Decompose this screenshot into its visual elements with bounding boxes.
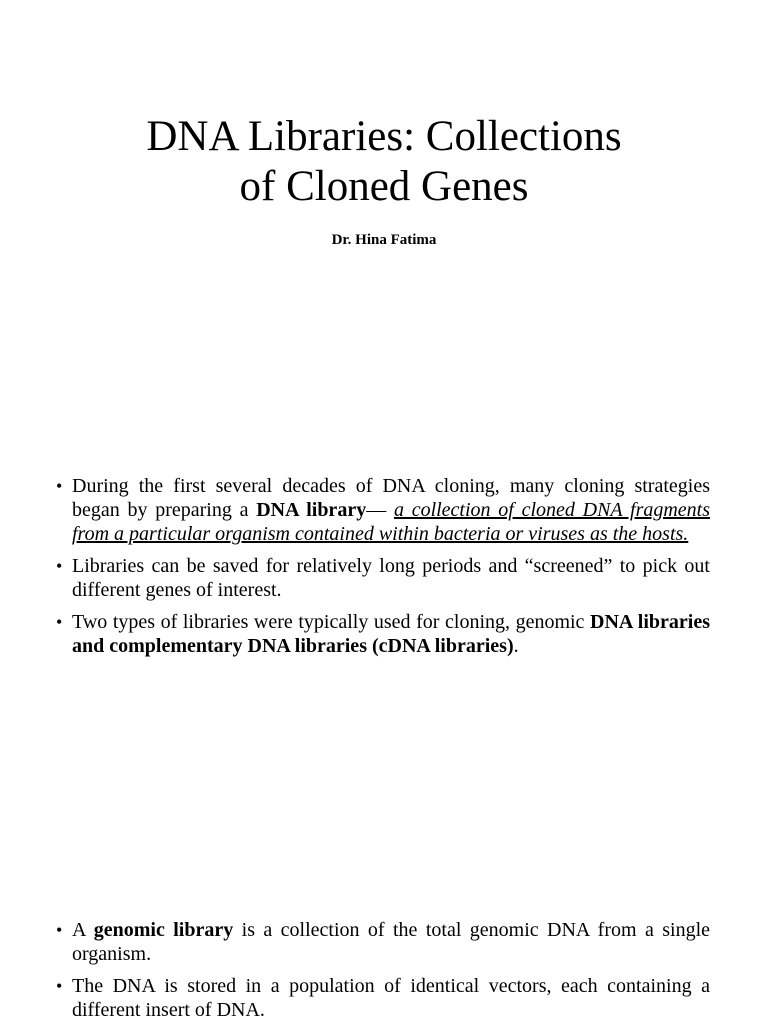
bullet-icon: • xyxy=(56,556,63,576)
bullet-text-end: is a collection of the total genomic DNA from a single organism. xyxy=(72,919,711,965)
title-slide xyxy=(0,0,768,445)
bullet-icon: • xyxy=(56,920,63,940)
author-name: Dr. Hina Fatima xyxy=(331,232,437,248)
bullet-item-screening xyxy=(56,554,710,602)
bullet-icon: • xyxy=(56,612,63,632)
em-dash: — xyxy=(366,499,394,521)
bullet-text-end: . xyxy=(513,635,519,657)
bullet-list xyxy=(56,918,710,1030)
bullet-icon: • xyxy=(56,976,63,996)
bullet-item-dna-library xyxy=(56,474,710,546)
bold-term: DNA libraries and complementary DNA libraries (cDNA libraries) xyxy=(72,611,710,657)
bold-term: DNA library xyxy=(256,499,367,521)
bullet-item-vectors xyxy=(56,974,710,1022)
bullet-icon: • xyxy=(56,476,63,496)
bullet-item-library-types xyxy=(56,610,710,658)
slide-title xyxy=(60,112,708,212)
bold-term: genomic library xyxy=(93,919,234,941)
content-slide-dna-libraries xyxy=(0,445,768,900)
slide-title-line-1: DNA Libraries: Collections xyxy=(146,113,622,160)
bullet-text: A xyxy=(72,919,94,941)
definition-emphasis: a collection of cloned DNA fragments from a particular organism contained within bacteria or viruses as the hosts. xyxy=(72,499,711,545)
bullet-list xyxy=(56,474,710,666)
slide-title-line-2: of Cloned Genes xyxy=(239,163,529,210)
bullet-item-genomic-library xyxy=(56,918,710,966)
bullet-text: The DNA is stored in a population of identical vectors, each containing a different insert of DNA. xyxy=(72,975,710,1021)
bullet-text: Two types of libraries were typically used for cloning, genomic xyxy=(72,611,590,633)
bullet-text: Libraries can be saved for relatively long periods and “screened” to pick out different genes of interest. xyxy=(72,555,710,601)
content-slide-genomic-library xyxy=(0,900,768,1024)
bullet-text: During the first several decades of DNA cloning, many cloning strategies began by preparing a xyxy=(72,475,710,521)
